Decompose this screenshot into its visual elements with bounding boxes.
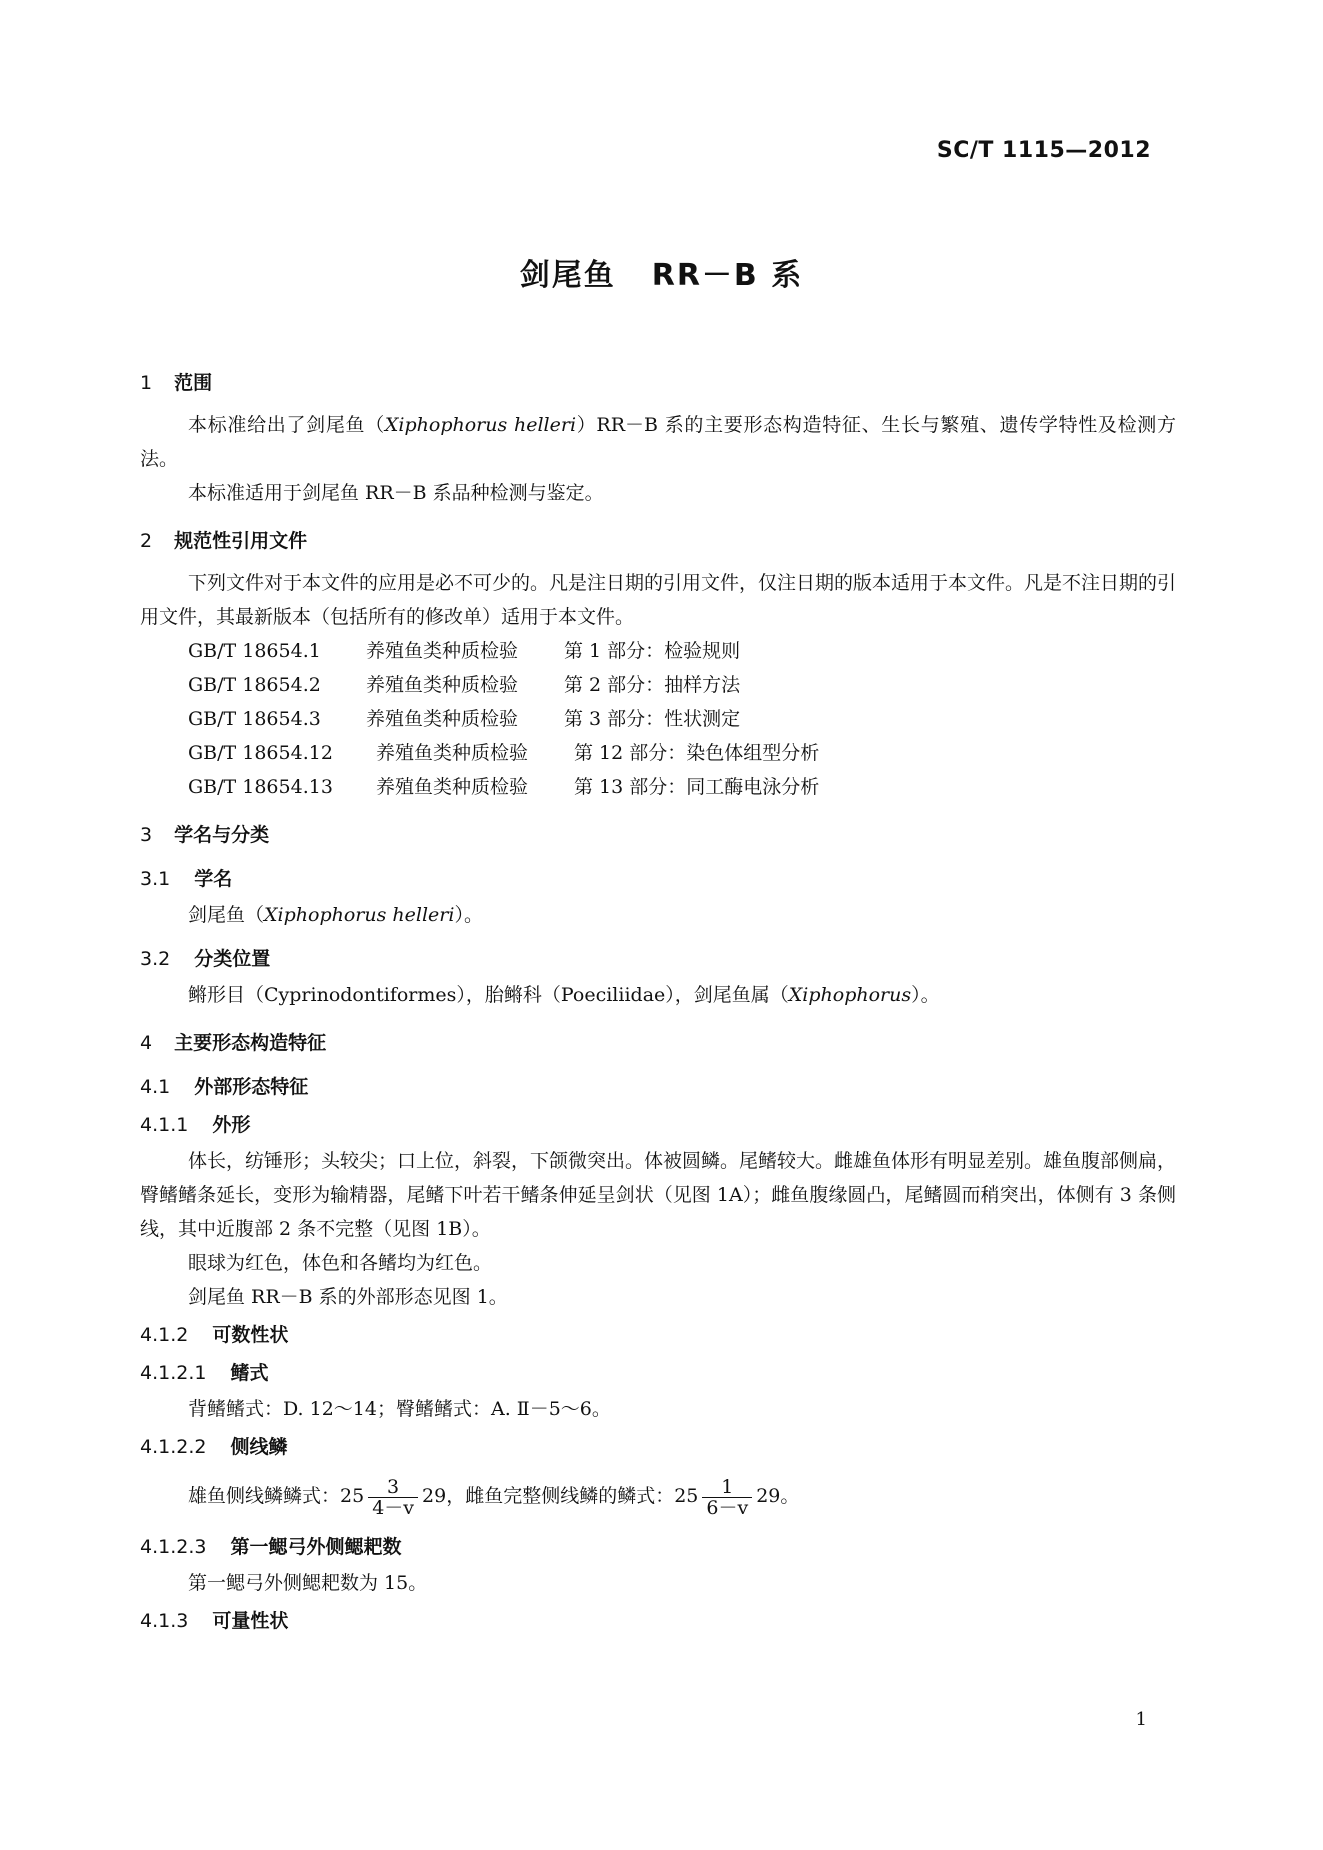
standard-code: SC/T 1115—2012	[936, 138, 1151, 163]
reference-item: GB/T 18654.3 养殖鱼类种质检验 第 3 部分：性状测定	[188, 708, 741, 730]
section-3-2-heading: 3.2 分类位置	[140, 948, 271, 970]
document-title	[0, 250, 1323, 294]
male-scale-fraction: $\frac{3}{4-v}$	[368, 1477, 418, 1518]
reference-item: GB/T 18654.13 养殖鱼类种质检验 第 13 部分：同工酶电泳分析	[188, 776, 820, 798]
section-1-heading: 1 范围	[140, 372, 213, 394]
section-4-1-2-1-text: 背鳍鳍式：D. 12～14；臀鳍鳍式：A. Ⅱ－5～6。	[188, 1398, 611, 1420]
lateral-line-scale-formula: 雄鱼侧线鳞鳞式：25 $\frac{3}{4-v}$ 29，雌鱼完整侧线鳞的鳞式：25 $\frac{1}{6-v}$ 29。	[188, 1475, 800, 1519]
section-4-1-heading: 4.1 外部形态特征	[140, 1076, 309, 1098]
title-name: 剑尾鱼	[519, 258, 616, 293]
section-4-1-2-3-text: 第一鳃弓外侧鳃耙数为 15。	[188, 1572, 428, 1594]
section-1-paragraph-1: 本标准给出了剑尾鱼（Xiphophorus helleri）RR－B 系的主要形态构造特征、生长与繁殖、遗传学特性及检测方法。	[140, 414, 1176, 470]
section-4-1-1-paragraph-2: 眼球为红色，体色和各鳍均为红色。	[188, 1252, 493, 1274]
section-4-1-3-heading: 4.1.3 可量性状	[140, 1610, 289, 1632]
section-1-paragraph-2: 本标准适用于剑尾鱼 RR－B 系品种检测与鉴定。	[188, 482, 604, 504]
section-4-1-1-paragraph-3: 剑尾鱼 RR－B 系的外部形态见图 1。	[188, 1286, 508, 1308]
reference-item: GB/T 18654.2 养殖鱼类种质检验 第 2 部分：抽样方法	[188, 674, 741, 696]
section-4-heading: 4 主要形态构造特征	[140, 1032, 327, 1054]
section-4-1-1-heading: 4.1.1 外形	[140, 1114, 251, 1136]
page-number: 1	[1135, 1709, 1147, 1730]
section-4-1-2-1-heading: 4.1.2.1 鳍式	[140, 1362, 269, 1384]
section-4-1-1-paragraph-1: 体长，纺锤形；头较尖；口上位，斜裂，下颌微突出。体被圆鳞。尾鳍较大。雌雄鱼体形有明显差别。雄鱼腹部侧扁，臀鳍鳍条延长，变形为输精器，尾鳍下叶若干鳍条伸延呈剑状（见图 1A）；雌鱼腹缘圆凸，尾鳍圆而稍突出，体侧有 3 条侧线，其中近腹部 2 条不完整（见图 1B）。	[140, 1150, 1177, 1240]
section-2-paragraph: 下列文件对于本文件的应用是必不可少的。凡是注日期的引用文件，仅注日期的版本适用于本文件。凡是不注日期的引用文件，其最新版本（包括所有的修改单）适用于本文件。	[140, 572, 1177, 628]
reference-item: GB/T 18654.12 养殖鱼类种质检验 第 12 部分：染色体组型分析	[188, 742, 820, 764]
female-scale-fraction: $\frac{1}{6-v}$	[702, 1477, 752, 1518]
section-2-heading: 2 规范性引用文件	[140, 530, 308, 552]
section-3-heading: 3 学名与分类	[140, 824, 270, 846]
title-strain: RR－B 系	[651, 258, 804, 293]
reference-item: GB/T 18654.1 养殖鱼类种质检验 第 1 部分：检验规则	[188, 640, 741, 662]
section-4-1-2-2-heading: 4.1.2.2 侧线鳞	[140, 1436, 288, 1458]
document-body	[140, 352, 1176, 1640]
section-3-1-heading: 3.1 学名	[140, 868, 233, 890]
section-4-1-2-heading: 4.1.2 可数性状	[140, 1324, 289, 1346]
section-4-1-2-3-heading: 4.1.2.3 第一鳃弓外侧鳃耙数	[140, 1536, 402, 1558]
section-3-2-text: 鳉形目（Cyprinodontiformes），胎鳉科（Poeciliidae），剑尾鱼属（Xiphophorus）。	[188, 984, 940, 1006]
section-3-1-text: 剑尾鱼（Xiphophorus helleri）。	[188, 904, 483, 926]
